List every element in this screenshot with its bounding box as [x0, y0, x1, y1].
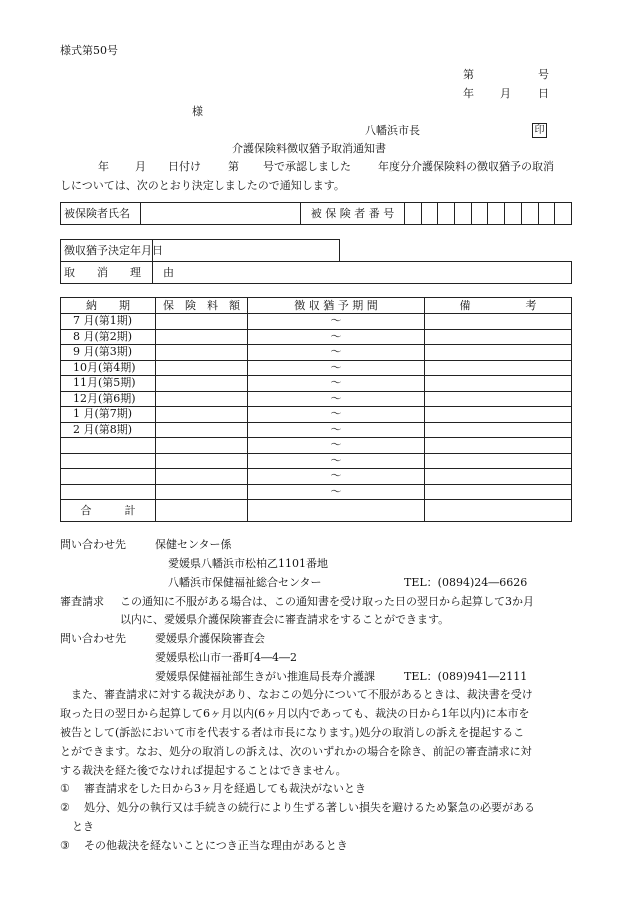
amount-cell[interactable] [156, 314, 248, 330]
span-cell[interactable]: 〜 [248, 484, 425, 500]
period-cell: 12月(第6期) [61, 391, 156, 407]
insured-table [60, 202, 572, 225]
exception-text-cont: とき [72, 820, 94, 833]
note-cell[interactable] [425, 391, 572, 407]
paragraph-line: 取った日の翌日から起算して6ヶ月以内(6ヶ月以内であっても、裁決の日から1年以内)に本市を [60, 707, 530, 720]
note-cell[interactable] [425, 422, 572, 438]
insured-number-digit[interactable] [555, 203, 572, 225]
amount-cell[interactable] [156, 407, 248, 423]
insured-number-digit[interactable] [488, 203, 505, 225]
form-number: 様式第50号 [60, 44, 118, 57]
insured-number-digit[interactable] [538, 203, 555, 225]
decision-date-table [60, 239, 340, 262]
amount-cell[interactable] [156, 438, 248, 454]
seal-mark: 印 [532, 123, 547, 138]
period-cell: 1 月(第7期) [61, 407, 156, 423]
total-amount-cell[interactable] [156, 500, 248, 522]
amount-cell[interactable] [156, 422, 248, 438]
cancel-reason-field[interactable] [153, 262, 572, 284]
paragraph-line: とができます。なお、処分の取消しの訴えは、次のいずれかの場合を除き、前記の審査請求に対 [60, 745, 532, 758]
contact1-dept: 保健センター係 [155, 538, 232, 551]
period-cell[interactable] [61, 453, 156, 469]
document-number-dai: 第 [463, 68, 474, 81]
table-row [61, 469, 572, 485]
note-cell[interactable] [425, 314, 572, 330]
contact1-tel: TEL：(0894)24―6626 [404, 576, 528, 589]
table-row [61, 453, 572, 469]
table-row [61, 484, 572, 500]
intro-dai: 第 [228, 160, 239, 173]
amount-cell[interactable] [156, 360, 248, 376]
insured-name-label: 被保険者氏名 [61, 203, 141, 225]
insured-number-digit[interactable] [421, 203, 438, 225]
intro-month: 月 [135, 160, 146, 173]
period-cell[interactable] [61, 438, 156, 454]
decision-date-label: 徴収猶予決定年月日 [61, 240, 153, 262]
total-note-cell [425, 500, 572, 522]
exception-mark: ③ [60, 839, 70, 852]
contact2-label: 問い合わせ先 [60, 632, 126, 645]
table-row [61, 360, 572, 376]
contact2-address: 愛媛県松山市一番町4―4―2 [155, 651, 297, 664]
total-label: 合 計 [61, 500, 156, 522]
contact1-label: 問い合わせ先 [60, 538, 126, 551]
amount-cell[interactable] [156, 391, 248, 407]
header-premium-amount: 保 険 料 額 [156, 298, 248, 314]
exception-text: 処分、処分の執行又は手続きの続行により生ずる著しい損失を避けるため緊急の必要がある [84, 801, 535, 814]
span-cell[interactable]: 〜 [248, 422, 425, 438]
table-row [61, 376, 572, 392]
header-deferral-span: 徴 収 猶 予 期 間 [248, 298, 425, 314]
period-cell[interactable] [61, 469, 156, 485]
table-row [61, 422, 572, 438]
review-label: 審査請求 [60, 595, 104, 608]
note-cell[interactable] [425, 407, 572, 423]
note-cell[interactable] [425, 453, 572, 469]
period-cell: 2 月(第8期) [61, 422, 156, 438]
total-row [61, 500, 572, 522]
exception-text: 審査請求をした日から3ヶ月を経過しても裁決がないとき [84, 782, 366, 795]
contact1-address: 愛媛県八幡浜市松柏乙1101番地 [168, 557, 328, 570]
table-row [61, 438, 572, 454]
note-cell[interactable] [425, 345, 572, 361]
period-cell: 8 月(第2期) [61, 329, 156, 345]
span-cell[interactable]: 〜 [248, 438, 425, 454]
exception-mark: ① [60, 782, 70, 795]
review-line1: この通知に不服がある場合は、この通知書を受け取った日の翌日から起算して3か月 [120, 595, 534, 608]
amount-cell[interactable] [156, 469, 248, 485]
seal-stamp [532, 123, 547, 138]
note-cell[interactable] [425, 438, 572, 454]
note-cell[interactable] [425, 376, 572, 392]
cancel-reason-table [60, 261, 572, 284]
note-cell[interactable] [425, 469, 572, 485]
table-row [61, 391, 572, 407]
contact2-tel: TEL：(089)941―2111 [404, 670, 528, 683]
insured-number-label: 被 保 険 者 番 号 [301, 203, 405, 225]
note-cell[interactable] [425, 360, 572, 376]
exception-mark: ② [60, 801, 70, 814]
insured-number-digit[interactable] [455, 203, 472, 225]
insured-name-field[interactable] [141, 203, 301, 225]
span-cell[interactable]: 〜 [248, 391, 425, 407]
span-cell[interactable]: 〜 [248, 329, 425, 345]
intro-year: 年 [98, 160, 109, 173]
amount-cell[interactable] [156, 376, 248, 392]
contact1-facility: 八幡浜市保健福祉総合センター [168, 576, 322, 589]
total-span-cell [248, 500, 425, 522]
date-month: 月 [500, 87, 511, 100]
paragraph-line: する裁決を経た後でなければ提起することはできません。 [60, 764, 347, 777]
paragraph-line: また、審査請求に対する裁決があり、なおこの処分について不服があるときは、裁決書を受け [71, 688, 533, 701]
span-cell[interactable]: 〜 [248, 453, 425, 469]
date-year: 年 [463, 87, 474, 100]
decision-date-field[interactable] [153, 240, 340, 262]
amount-cell[interactable] [156, 484, 248, 500]
period-cell: 9 月(第3期) [61, 345, 156, 361]
paragraph-line: 被告として(訴訟において市を代表する者は市長になります。)処分の取消しの訴えを提起するこ [60, 726, 525, 739]
contact2-dept: 愛媛県保健福祉部生きがい推進局長寿介護課 [155, 670, 375, 683]
document-number-go: 号 [538, 68, 549, 81]
note-cell[interactable] [425, 484, 572, 500]
note-cell[interactable] [425, 329, 572, 345]
table-row [61, 329, 572, 345]
insured-number-digit[interactable] [438, 203, 455, 225]
addressee-sama: 様 [192, 105, 203, 118]
insured-number-digit[interactable] [505, 203, 522, 225]
intro-fiscal-year: 年度分介護保険料の徴収猶予の取消 [378, 160, 554, 173]
period-cell: 7 月(第1期) [61, 314, 156, 330]
table-row [61, 314, 572, 330]
table-row [61, 407, 572, 423]
span-cell[interactable]: 〜 [248, 345, 425, 361]
insured-number-digit[interactable] [521, 203, 538, 225]
span-cell[interactable]: 〜 [248, 314, 425, 330]
issuer: 八幡浜市長 [365, 124, 420, 137]
contact2-org: 愛媛県介護保険審査会 [155, 632, 265, 645]
period-cell: 10月(第4期) [61, 360, 156, 376]
table-row [61, 345, 572, 361]
span-cell[interactable]: 〜 [248, 407, 425, 423]
insured-number-digit[interactable] [405, 203, 422, 225]
amount-cell[interactable] [156, 345, 248, 361]
period-cell: 11月(第5期) [61, 376, 156, 392]
intro-approved: 号で承認しました [263, 160, 351, 173]
exception-text: その他裁決を経ないことにつき正当な理由があるとき [84, 839, 348, 852]
review-line2: 以内に、愛媛県介護保険審査会に審査請求をすることができます。 [120, 613, 450, 626]
cancel-reason-label: 取 消 理 由 [61, 262, 153, 284]
intro-dated: 日付け [168, 160, 201, 173]
intro-line2: しについては、次のとおり決定しましたので通知します。 [60, 179, 345, 192]
deferral-period-table [60, 297, 572, 522]
amount-cell[interactable] [156, 329, 248, 345]
header-payment-period: 納 期 [61, 298, 156, 314]
insured-number-digit[interactable] [471, 203, 488, 225]
header-remarks: 備 考 [425, 298, 572, 314]
amount-cell[interactable] [156, 453, 248, 469]
span-cell[interactable]: 〜 [248, 376, 425, 392]
span-cell[interactable]: 〜 [248, 469, 425, 485]
period-cell[interactable] [61, 484, 156, 500]
date-day: 日 [538, 87, 549, 100]
span-cell[interactable]: 〜 [248, 360, 425, 376]
document-title: 介護保険料徴収猶予取消通知書 [232, 142, 386, 155]
